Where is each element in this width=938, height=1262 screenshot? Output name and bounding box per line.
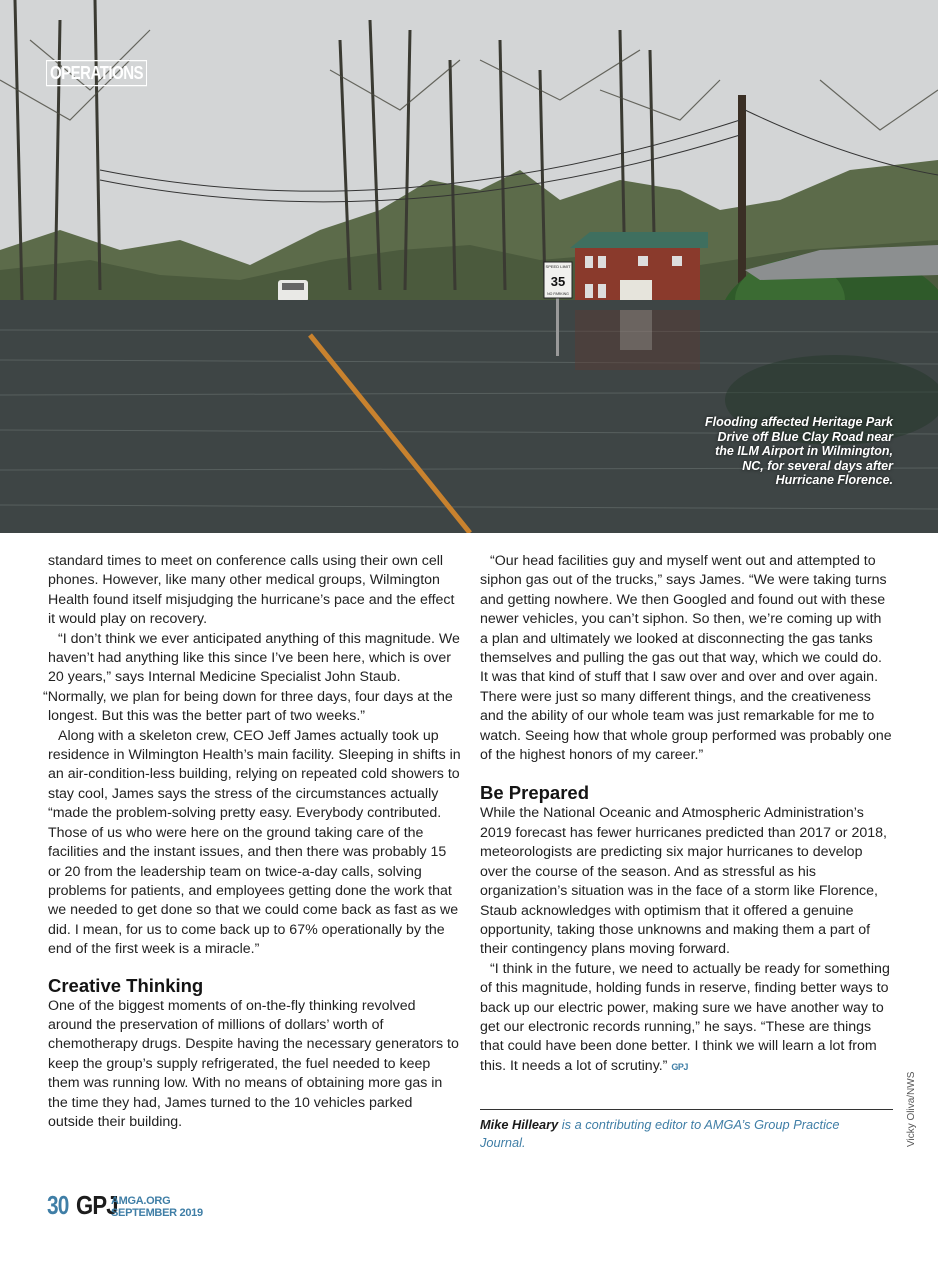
paragraph — [480, 960, 892, 1077]
section-heading: Creative Thinking — [48, 974, 204, 996]
paragraph: standard times to meet on conference calls using their own cell phones. However, like many other medical groups, Wilmington Health found itself misjudging the hurricane’s pace and the effect it would play on recovery. — [48, 553, 455, 628]
section-heading: Be Prepared — [480, 782, 589, 804]
paragraph: “I don’t think we ever anticipated anything of this magnitude. We haven’t had anything like this since I’ve been here, which is over 20 years,” says Internal Medicine Specialist John Staub. — [48, 630, 460, 686]
paragraph: Along with a skeleton crew, CEO Jeff James actually took up residence in Wilmington Health’s main facility. Sleeping in shifts in an air-condition-less building, relying on repeated cold showers to stay cool, James says the stress of the circumstances actually “made the problem-solving pretty easy. Everybody contributed. Those of us who were here on the ground taking care of the facilities and the instant issues, and then there was probably 15 or 20 from the leadership team on twice-a-day calls, solving problems for patients, and employees getting done the work that we needed to get done so that we could come back as fast as we did. I mean, for us to come back up to 67% operationally by the end of the first week is a miracle.” — [48, 727, 461, 958]
paragraph: One of the biggest moments of on-the-fly thinking revolved around the preservation of millions of dollars’ worth of chemotherapy drugs. Despite having the necessary generators to keep the group’s supply refrigerated, the fuel needed to keep them was running low. With no means of obtaining more gas in the time they had, James turned to the 10 vehicles parked outside their building. — [48, 997, 459, 1130]
paragraph: “Normally, we plan for being down for three days, four days at the longest. But this was the better part of two weeks.” — [43, 688, 453, 725]
section-tag: OPERATIONS — [46, 60, 147, 86]
journal-logo: GPJ — [76, 1190, 118, 1220]
svg-text:SPEED LIMIT: SPEED LIMIT — [545, 264, 571, 269]
paragraph: “Our head facilities guy and myself went out and attempted to siphon gas out of the trucks,” says James. “We were taking turns and getting nowhere. We then Googled and found out with these newer vehicles, you can’t siphon. So then, we’re coming up with a plan and ultimately we looked at disconnecting the gas tanks themselves and pulling the gas out that way, which we could do. It was that kind of stuff that I saw over and over and over again. There were just so many different things, and the creativeness and the ability of our whole team was just remarkable for me to watch. Seeing how that whole group performed was probably one of the highest honors of my career.” — [480, 553, 892, 764]
hero-photo — [0, 0, 938, 533]
photo-caption: Flooding affected Heritage Park Drive off Blue Clay Road near the ILM Airport in Wilmington, NC, for several days after Hurricane Florence. — [704, 415, 893, 488]
author-name: Mike Hilleary — [480, 1117, 559, 1132]
footer-date: SEPTEMBER 2019 — [111, 1207, 203, 1219]
end-mark-logo: GPJ — [671, 1061, 688, 1072]
svg-text:35: 35 — [550, 274, 566, 289]
svg-text:NO PARKING: NO PARKING — [547, 292, 569, 296]
author-bio-text: is a contributing editor to AMGA’s Group Practice Journal. — [480, 1117, 840, 1150]
paragraph: While the National Oceanic and Atmospheric Administration’s 2019 forecast has fewer hurricanes predicted than 2017 or 2018, meteorologists are predicting six major hurricanes to develop over the course of the season. And as stressful as his organization’s situation was in the face of a storm like Florence, Staub acknowledges with optimism that it offered a genuine opportunity, taking those unknowns and making them a part of their contingency plans moving forward. — [480, 805, 887, 958]
footer-site: AMGA.ORG — [111, 1195, 171, 1207]
article-right-column — [480, 552, 892, 1077]
bio-divider — [480, 1109, 893, 1110]
page-number: 30 — [47, 1190, 69, 1220]
article-left-column — [43, 552, 462, 1132]
photo-credit: Vicky Oliva/NWS — [906, 1071, 917, 1147]
paragraph-text: “I think in the future, we need to actually be ready for something of this magnitude, holding funds in reserve, finding better ways to back up our electric power, making sure we have another way to get our electronic records running,” he says. “These are things that could have been done better. I think we will learn a lot from this. It needs a lot of scrutiny.” — [480, 960, 890, 1074]
author-bio — [480, 1116, 880, 1151]
